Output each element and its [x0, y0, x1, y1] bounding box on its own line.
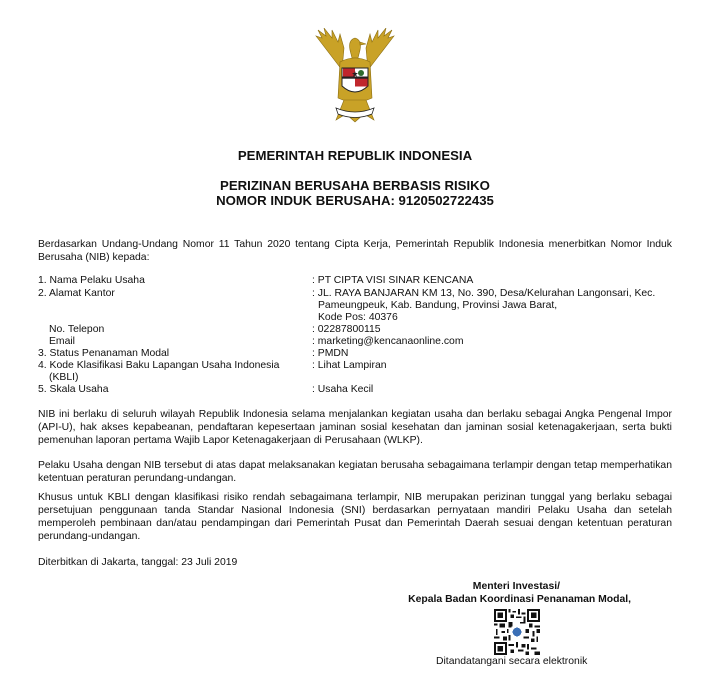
nib-number: NOMOR INDUK BERUSAHA: 9120502722435: [216, 193, 494, 208]
field-label: Email: [49, 336, 75, 347]
field-value: : JL. RAYA BANJARAN KM 13, No. 390, Desa/Kelurahan Langonsari, Kec.: [312, 288, 656, 299]
field-value: : Usaha Kecil: [312, 384, 374, 395]
signatory-office: Kepala Badan Koordinasi Penanaman Modal,: [408, 594, 631, 605]
qr-code-icon: [494, 609, 540, 655]
paragraph-validity: NIB ini berlaku di seluruh wilayah Republik Indonesia selama menjalankan kegiatan usaha dan berlaku sebagai Angka Pengenal Impor (API-U), hak akses kepabeanan, pendaftaran kepesertaan jaminan sosial kesehatan dan jaminan sosial ketenagakerjaan, serta bukti pemenuhan laporan pertama Wajib Lapor Ketenagakerjaan di Perusahaan (WLKP).: [38, 409, 672, 447]
document-title: PERIZINAN BERUSAHA BERBASIS RISIKO: [220, 178, 490, 193]
electronic-signature-note: Ditandatangani secara elektronik: [436, 656, 588, 667]
garuda-emblem-icon: [312, 28, 398, 128]
field-label: 1. Nama Pelaku Usaha: [38, 275, 145, 286]
field-label: (KBLI): [49, 372, 79, 383]
field-label: 3. Status Penanaman Modal: [38, 348, 170, 359]
signatory-title: Menteri Investasi/: [472, 581, 560, 592]
field-value: : Lihat Lampiran: [312, 360, 387, 371]
field-value: : marketing@kencanaonline.com: [312, 336, 464, 347]
government-title: PEMERINTAH REPUBLIK INDONESIA: [237, 148, 473, 163]
field-label: 4. Kode Klasifikasi Baku Lapangan Usaha Indonesia: [38, 360, 280, 371]
field-value: : PT CIPTA VISI SINAR KENCANA: [312, 275, 474, 286]
field-value: : PMDN: [312, 348, 349, 359]
paragraph-kbli: Khusus untuk KBLI dengan klasifikasi risiko rendah sebagaimana terlampir, NIB merupakan perizinan tunggal yang berlaku sebagai persetujuan penggunaan tanda Standar Nasional Indonesia (SNI) berdasarkan pernyataan mandiri Pelaku Usaha dan setelah memperoleh pembinaan dan/atau pendampingan dari Pemerintah Pusat dan Pemerintah Daerah sesuai dengan ketentuan peraturan perundang-undangan.: [38, 492, 672, 543]
paragraph-activities: Pelaku Usaha dengan NIB tersebut di atas dapat melaksanakan kegiatan berusaha sebagaimana terlampir dengan tetap memperhatikan ketentuan peraturan perundang-undangan.: [38, 460, 672, 485]
intro-paragraph: Berdasarkan Undang-Undang Nomor 11 Tahun 2020 tentang Cipta Kerja, Pemerintah Republik Indonesia menerbitkan Nomor Induk Berusaha (NIB) kepada:: [38, 239, 672, 264]
issued-date: Diterbitkan di Jakarta, tanggal: 23 Juli 2019: [38, 557, 238, 568]
field-label: 2. Alamat Kantor: [38, 288, 115, 299]
field-label: 5. Skala Usaha: [38, 384, 109, 395]
field-value: : 02287800115: [312, 324, 381, 335]
field-value: Pameungpeuk, Kab. Bandung, Provinsi Jawa Barat,: [318, 300, 558, 311]
field-value: Kode Pos: 40376: [318, 312, 398, 323]
field-label: No. Telepon: [49, 324, 105, 335]
